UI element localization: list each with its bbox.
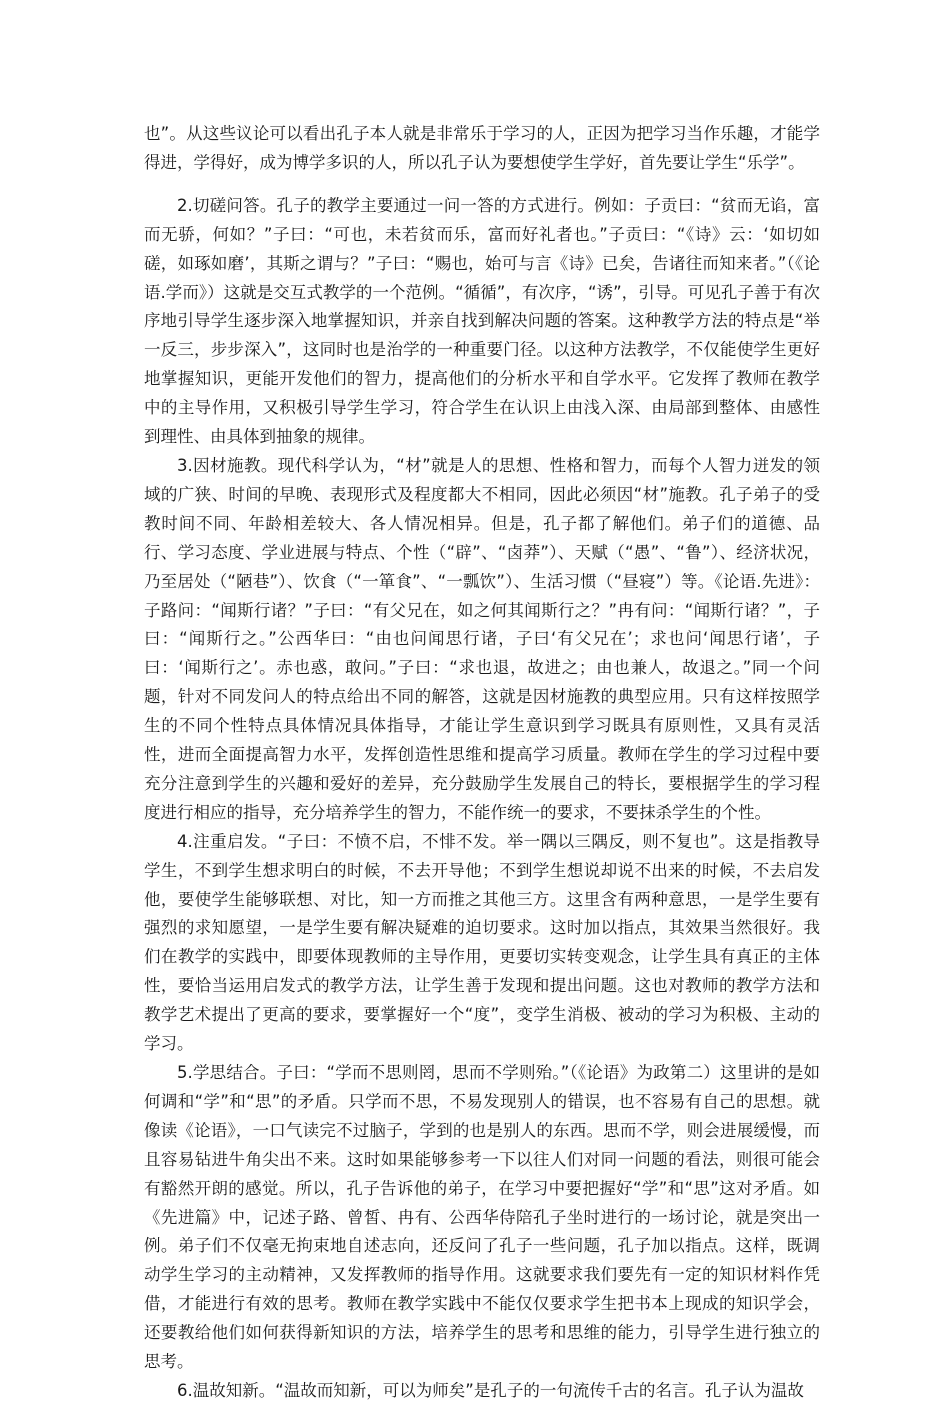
paragraph-teaching-by-aptitude: 3.因材施教。现代科学认为，“材”就是人的思想、性格和智力，而每个人智力迸发的领域的广狭、时间的早晚、表现形式及程度都大不相同，因此必须因“材”施教。孔子弟子的受教时间不同、年龄相差较大、各人情况相异。但是，孔子都了解他们。弟子们的道德、品行、学习态度、学业进展与特点、个性（“辟”、“卤莽”）、天赋（“愚”、“鲁”）、经济状况，乃至居处（“陋巷”）、饮食（“一箪食”、“一瓢饮”）、生活习惯（“昼寝”）等。《论语.先进》：子路问：“闻斯行诸？”子曰：“有父兄在，如之何其闻斯行之？”冉有问：“闻斯行诸？”，子曰：“闻斯行之。”公西华曰：“由也问闻思行诸，子曰‘有父兄在’；求也问‘闻思行诸’，子曰：‘闻斯行之’。赤也惑，敢问。”子曰：“求也退，故进之；由也兼人，故退之。”同一个问题，针对不同发问人的特点给出不同的解答，这就是因材施教的典型应用。只有这样按照学生的不同个性特点具体情况具体指导，才能让学生意识到学习既具有原则性，又具有灵活性，进而全面提高智力水平，发挥创造性思维和提高学习质量。教师在学生的学习过程中要充分注意到学生的兴趣和爱好的差异，充分鼓励学生发展自己的特长，要根据学生的学习程度进行相应的指导，充分培养学生的智力，不能作统一的要求，不要抹杀学生的个性。 (144, 455, 820, 822)
paragraph-gap (144, 178, 820, 192)
paragraph-learning-thinking: 5.学思结合。子曰：“学而不思则罔，思而不学则殆。”（《论语》为政第二）这里讲的是如何调和“学”和“思”的矛盾。只学而不思，不易发现别人的错误，也不容易有自己的思想。就像读《论语》，一口气读完不过脑子，学到的也是别人的东西。思而不学，则会进展缓慢，而且容易钻进牛角尖出不来。这时如果能够参考一下以往人们对同一问题的看法，则很可能会有豁然开朗的感觉。所以，孔子告诉他的弟子，在学习中要把握好“学”和“思”这对矛盾。如《先进篇》中，记述子路、曾皙、冉有、公西华侍陪孔子坐时进行的一场讨论，就是突出一例。弟子们不仅毫无拘束地自述志向，还反问了孔子一些问题，孔子加以指点。这样，既调动学生学习的主动精神，又发挥教师的指导作用。这就要求我们要先有一定的知识材料作凭借，才能进行有效的思考。教师在教学实践中不能仅仅要求学生把书本上现成的知识学会，还要教给他们如何获得新知识的方法，培养学生的思考和思维的能力，引导学生进行独立的思考。 (144, 1063, 820, 1372)
document-body (144, 120, 820, 1406)
paragraph-heuristic-teaching: 4.注重启发。“子曰：不愤不启，不悱不发。举一隅以三隅反，则不复也”。这是指教导学生，不到学生想求明白的时候，不去开导他；不到学生想说却说不出来的时候，不去启发他，要使学生能够联想、对比，知一方而推之其他三方。这里含有两种意思，一是学生要有强烈的求知愿望，一是学生要有解决疑难的迫切要求。这时加以指点，其效果当然很好。我们在教学的实践中，即要体现教师的主导作用，更要切实转变观念，让学生具有真正的主体性，要恰当运用启发式的教学方法，让学生善于发现和提出问题。这也对教师的教学方法和教学艺术提出了更高的要求，要掌握好一个“度”，变学生消极、被动的学习为积极、主动的学习。 (144, 831, 820, 1054)
paragraph-continuation: 也”。从这些议论可以看出孔子本人就是非常乐于学习的人，正因为把学习当作乐趣，才能学得进，学得好，成为博学多识的人，所以孔子认为要想使学生学好，首先要让学生“乐学”。 (144, 124, 820, 172)
paragraph-review-old-knowledge: 6.温故知新。“温故而知新，可以为师矣”是孔子的一句流传千古的名言。孔子认为温故 (177, 1380, 804, 1400)
paragraph-cutting-questioning: 2.切磋问答。孔子的教学主要通过一问一答的方式进行。例如：子贡曰：“贫而无谄，富而无骄，何如？”子曰：“可也，未若贫而乐，富而好礼者也。”子贡曰：“《诗》云：‘如切如磋，如琢如磨’，其斯之谓与？”子曰：“赐也，始可与言《诗》已矣，告诸往而知来者。”（《论语.学而》）这就是交互式教学的一个范例。“循循”，有次序，“诱”，引导。可见孔子善于有次序地引导学生逐步深入地掌握知识，并亲自找到解决问题的答案。这种教学方法的特点是“举一反三，步步深入”，这同时也是治学的一种重要门径。以这种方法教学，不仅能使学生更好地掌握知识，更能开发他们的智力，提高他们的分析水平和自学水平。它发挥了教师在教学中的主导作用，又积极引导学生学习，符合学生在认识上由浅入深、由局部到整体、由感性到理性、由具体到抽象的规律。 (144, 195, 820, 447)
